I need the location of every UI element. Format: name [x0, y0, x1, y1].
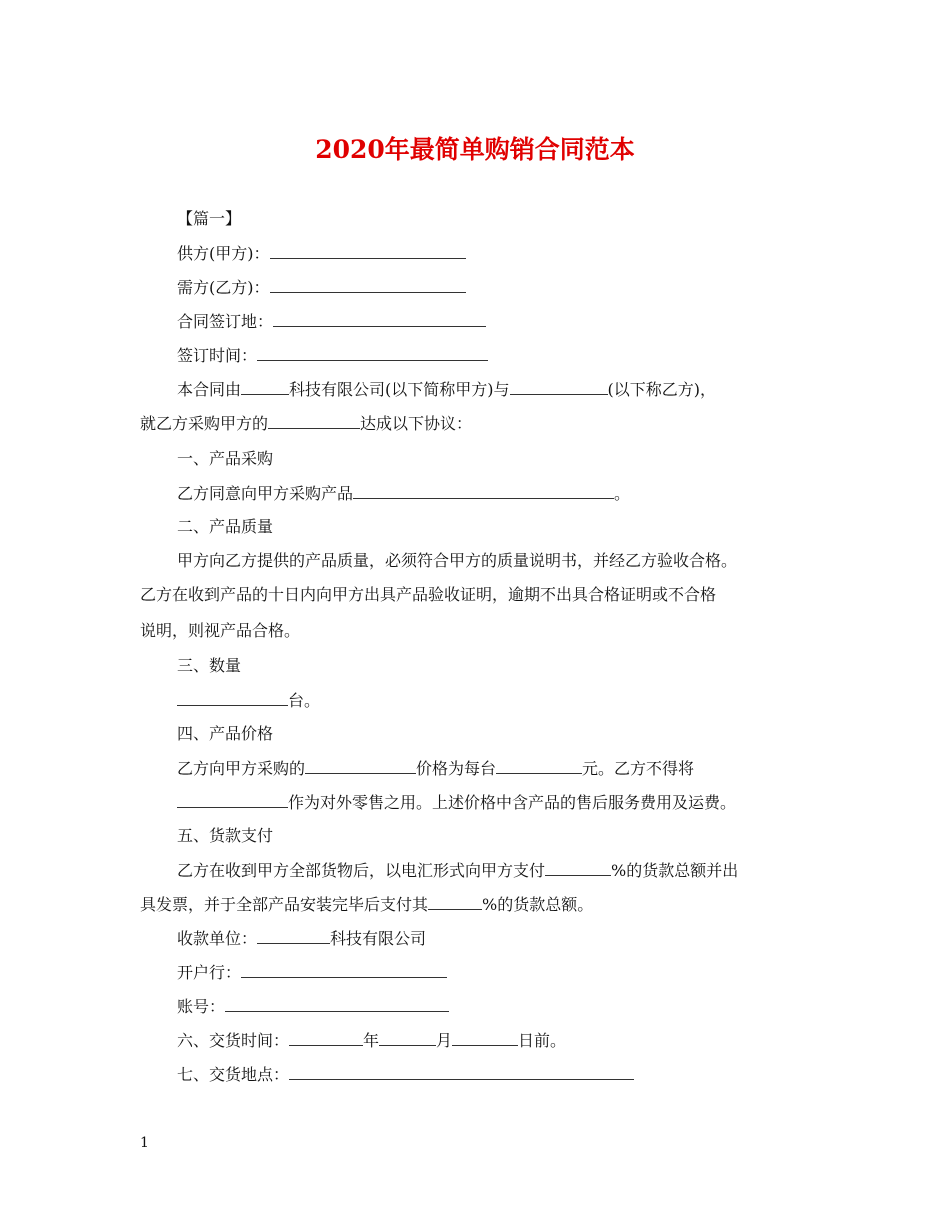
product-name-blank[interactable]	[353, 482, 614, 499]
section-1-label: 乙方同意向甲方采购产品	[177, 484, 354, 503]
delivery-time-label: 六、交货时间：	[177, 1031, 290, 1050]
buyer-blank[interactable]	[270, 276, 466, 293]
delivery-time-row	[177, 1029, 566, 1052]
section-5-line-2	[140, 893, 593, 916]
section-3-heading: 三、数量	[177, 656, 242, 675]
section-1-heading: 一、产品采购	[177, 449, 274, 468]
intro-text: 达成以下协议：	[360, 414, 473, 433]
first-payment-percent-blank[interactable]	[545, 859, 611, 876]
supplier-row	[177, 242, 466, 265]
day-blank[interactable]	[452, 1029, 518, 1046]
delivery-place-label: 七、交货地点：	[177, 1065, 290, 1084]
time-blank[interactable]	[257, 344, 488, 361]
section-5-line-1	[177, 859, 738, 882]
page-number: 1	[140, 1135, 149, 1151]
company-blank[interactable]	[241, 378, 289, 395]
section-5-text: %的货款总额。	[482, 895, 594, 914]
intro-line-1	[177, 378, 716, 401]
section-4-line-2	[177, 791, 736, 814]
section-4-heading: 四、产品价格	[177, 724, 274, 743]
product-blank-3[interactable]	[177, 791, 288, 808]
section-1-text	[177, 482, 630, 505]
section-3-text	[177, 689, 320, 712]
delivery-place-blank[interactable]	[289, 1063, 634, 1080]
intro-text: (以下称乙方)，	[607, 380, 717, 399]
section-4-text: 价格为每台	[416, 759, 497, 778]
section-5-heading: 五、货款支付	[177, 826, 274, 845]
section-1-end: 。	[614, 484, 631, 503]
section-4-line-1	[177, 757, 694, 780]
bank-row	[177, 961, 447, 984]
unit-price-blank[interactable]	[496, 757, 582, 774]
section-2-line-2: 乙方在收到产品的十日内向甲方出具产品验收证明，逾期不出具合格证明或不合格	[140, 585, 717, 604]
section-4-text: 元。乙方不得将	[582, 759, 695, 778]
section-2-line-1: 甲方向乙方提供的产品质量，必须符合甲方的质量说明书，并经乙方验收合格。	[177, 551, 738, 570]
section-2-line-3: 说明，则视产品合格。	[140, 621, 301, 640]
section-tag: 【篇一】	[177, 209, 242, 228]
section-5-text: 乙方在收到甲方全部货物后，以电汇形式向甲方支付	[177, 861, 546, 880]
day-label: 日前。	[518, 1031, 567, 1050]
year-blank[interactable]	[289, 1029, 363, 1046]
intro-text: 科技有限公司(以下简称甲方)与	[289, 380, 510, 399]
place-blank[interactable]	[273, 310, 486, 327]
delivery-place-row	[177, 1063, 634, 1086]
product-blank[interactable]	[268, 412, 360, 429]
section-2-heading: 二、产品质量	[177, 517, 274, 536]
section-5-text: %的货款总额并出	[611, 861, 739, 880]
intro-line-2	[140, 412, 472, 435]
month-label: 月	[436, 1031, 453, 1050]
supplier-label: 供方(甲方)：	[177, 244, 270, 263]
payee-label: 收款单位：	[177, 929, 258, 948]
account-row	[177, 995, 449, 1018]
quantity-unit: 台。	[288, 691, 321, 710]
bank-label: 开户行：	[177, 963, 242, 982]
document-title: 2020年最简单购销合同范本	[315, 135, 635, 164]
supplier-blank[interactable]	[270, 242, 466, 259]
account-blank[interactable]	[225, 995, 449, 1012]
buyer-row	[177, 276, 466, 299]
party-b-blank[interactable]	[510, 378, 608, 395]
place-label: 合同签订地：	[177, 312, 274, 331]
section-4-text: 作为对外零售之用。上述价格中含产品的售后服务费用及运费。	[288, 793, 737, 812]
final-payment-percent-blank[interactable]	[428, 893, 482, 910]
time-row	[177, 344, 488, 367]
payee-blank[interactable]	[257, 927, 330, 944]
place-row	[177, 310, 486, 333]
product-blank-2[interactable]	[305, 757, 416, 774]
section-5-text: 具发票，并于全部产品安装完毕后支付其	[140, 895, 429, 914]
payee-suffix: 科技有限公司	[330, 929, 427, 948]
year-label: 年	[363, 1031, 380, 1050]
payee-row	[177, 927, 426, 950]
time-label: 签订时间：	[177, 346, 258, 365]
buyer-label: 需方(乙方)：	[177, 278, 270, 297]
quantity-blank[interactable]	[177, 689, 288, 706]
section-4-text: 乙方向甲方采购的	[177, 759, 306, 778]
bank-blank[interactable]	[241, 961, 447, 978]
account-label: 账号：	[177, 997, 226, 1016]
intro-text: 就乙方采购甲方的	[140, 414, 269, 433]
month-blank[interactable]	[379, 1029, 436, 1046]
intro-text: 本合同由	[177, 380, 242, 399]
